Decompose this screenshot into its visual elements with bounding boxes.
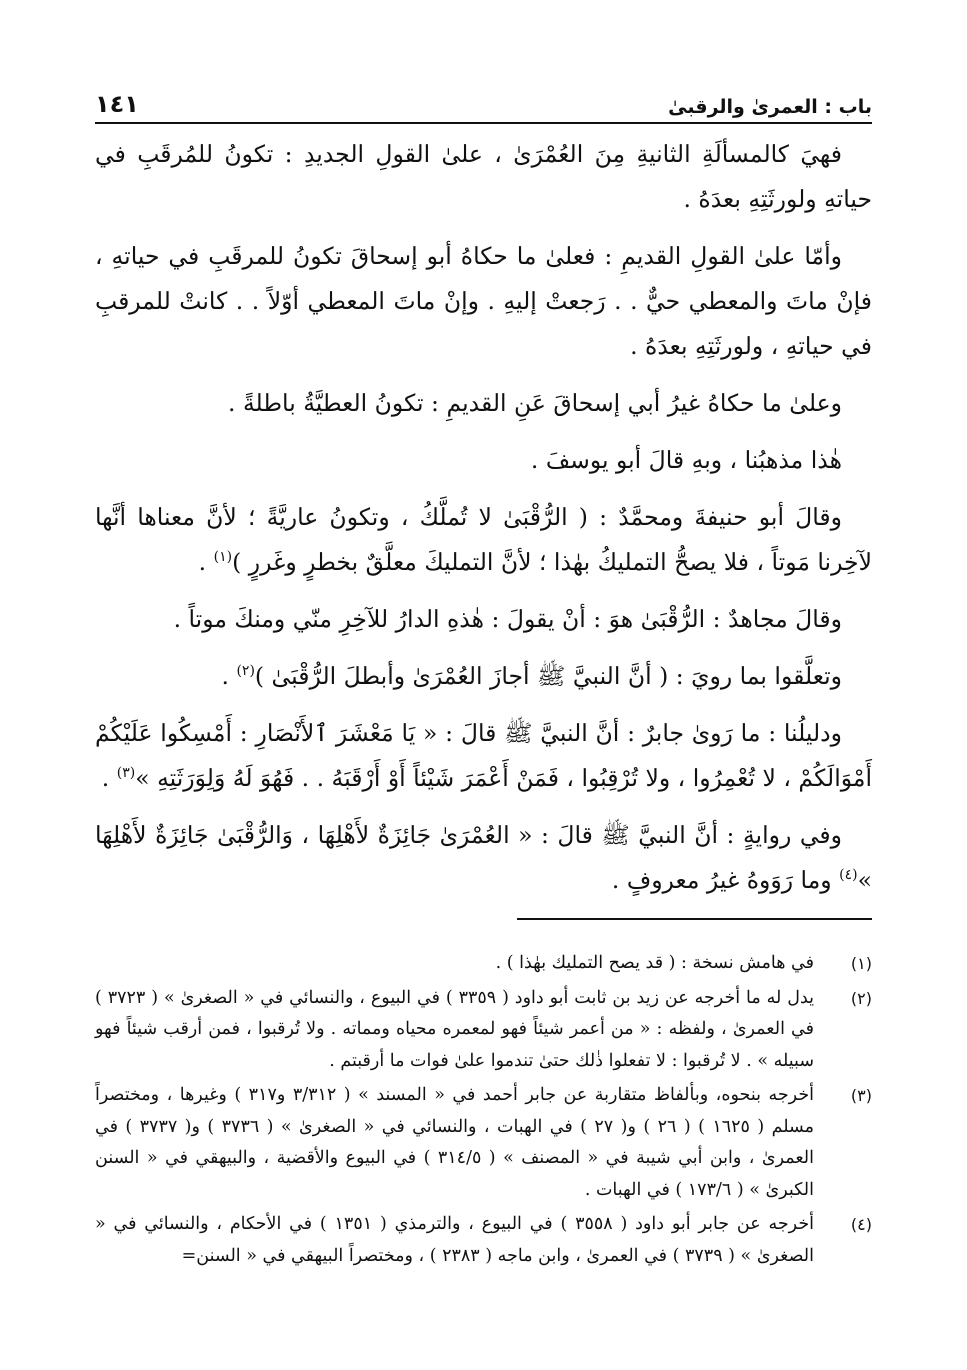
- paragraph-text: وفي روايةٍ : أنَّ النبيَّ ﷺ قالَ : « العُمْرَىٰ جَائِزَةٌ لأَهْلِهَا ، وَالرُّقْبَىٰ جَائِزَةٌ لأَهْلِهَا »: [95, 821, 872, 894]
- footnote: [95, 1209, 872, 1272]
- footnote-ref: (٤): [839, 867, 858, 884]
- paragraph: وأمّا علىٰ القولِ القديمِ : فعلىٰ ما حكاهُ أبو إسحاقَ تكونُ للمرقَبِ في حياتهِ ، فإنْ ماتَ والمعطي حيٌّ . . رَجعتْ إليهِ . وإنْ ماتَ المعطي أوّلاً . . كانتْ للمرقبِ في حياتهِ ، ولورثَتِهِ بعدَهُ .: [95, 242, 872, 360]
- paragraph-text: ودليلُنا : ما رَوىٰ جابرٌ : أنَّ النبيَّ ﷺ قالَ : « يَا مَعْشَرَ ٱلأَنْصَارِ : أَمْسِكُوا عَلَيْكُمْ أَمْوَالَكُمْ ، لا تُعْمِرُوا ، ولا تُرْقِبُوا ، فَمَنْ أَعْمَرَ شَيْئاً أَوْ أَرْقَبَهُ . . فَهُوَ لَهُ وَلِوَرَثَتِهِ »: [95, 719, 872, 792]
- footnote-separator: [517, 918, 872, 920]
- paragraph: [95, 813, 872, 903]
- footnote: [95, 1080, 872, 1206]
- footnote-ref: (٢): [236, 663, 255, 680]
- paragraph-text: وتعلَّقوا بما رويَ : ( أنَّ النبيَّ ﷺ أجازَ العُمْرَىٰ وأبطلَ الرُّقْبَىٰ ): [254, 662, 842, 690]
- footnote-text: أخرجه عن جابر أبو داود ( ٣٥٥٨ ) في البيوع ، والترمذي ( ١٣٥١ ) في الأحكام ، والنسائي في « الصغرىٰ » ( ٣٧٣٩ ) في العمرىٰ ، وابن ماجه ( ٢٣٨٣ ) ، ومختصراً البيهقي في « السنن=: [95, 1214, 814, 1266]
- running-header: [95, 78, 872, 118]
- page-number: ١٤١: [95, 90, 139, 118]
- paragraph: وقالَ مجاهدٌ : الرُّقْبَىٰ هوَ : أنْ يقولَ : هٰذهِ الدارُ للآخِرِ منّي ومنكَ موتاً .: [173, 605, 842, 633]
- paragraph: وعلىٰ ما حكاهُ غيرُ أبي إسحاقَ عَنِ القديمِ : تكونُ العطيَّةُ باطلةً .: [228, 389, 842, 417]
- paragraph: وقالَ أبو حنيفةَ ومحمَّدٌ : ( الرُّقْبَىٰ لا تُملَّكُ ، وتكونُ عاريَّةً ؛ لأنَّ معناها أنَّها لآخِرنا مَوتاً ، فلا يصحُّ التمليكُ بهٰذا ؛ لأنَّ التمليكَ معلَّقٌ بخطرٍ وغَررٍ )$^{(١)}$ .: [95, 503, 872, 576]
- footnote-ref: (١): [213, 549, 233, 566]
- footnote-number: (٣): [850, 1086, 872, 1105]
- paragraph-text: وما رَوَوهُ غيرُ معروفٍ .: [611, 866, 832, 894]
- footnote-text: يدل له ما أخرجه عن زيد بن ثابت أبو داود ( ٣٣٥٩ ) في البيوع ، والنسائي في « الصغرىٰ » ( ٣٧٢٣ ) في العمرىٰ ، ولفظه : « من أعمر شيئاً فهو لمعمره محياه ومماته . ولا تُرقبوا ، فمن أرقب شيئاً فهو سبيله » . لا تُرقبوا : لا تفعلوا ذٰلك حتىٰ تندموا علىٰ فوات ما أرقبتم .: [95, 987, 815, 1071]
- footnote-ref: (٣): [116, 765, 136, 782]
- footnotes: [95, 948, 872, 1275]
- paragraph: فهيَ كالمسألَةِ الثانيةِ مِنَ العُمْرَىٰ ، علىٰ القولِ الجديدِ : تكونُ للمُرقَبِ في حياتهِ ولورثَتِهِ بعدَهُ .: [95, 140, 872, 213]
- footnote: [95, 948, 872, 980]
- footnote-number: (٤): [850, 1215, 872, 1234]
- footnote-text: أخرجه بنحوه، وبألفاظ متقاربة عن جابر أحمد في « المسند » ( ٣/٣١٢ و٣١٧ ) وغيرها ، ومختصراً مسلم ( ١٦٢٥ ) ( ٢٦ ) و( ٢٧ ) في الهبات ، والنسائي في « الصغرىٰ » ( ٣٧٣٦ ) و( ٣٧٣٧ ) في العمرىٰ ، وابن أبي شيبة في « المصنف » ( ٣١٤/٥ ) في البيوع والأقضية ، والبيهقي في « السنن الكبرىٰ » ( ١٧٣/٦ ) في الهبات .: [95, 1085, 815, 1200]
- paragraph: وتعلَّقوا بما رويَ : ( أنَّ النبيَّ ﷺ أجازَ العُمْرَىٰ وأبطلَ الرُّقْبَىٰ )$^{(٢)}$ .: [221, 662, 842, 690]
- footnote-number: (٢): [850, 988, 872, 1008]
- paragraph-text: وقالَ أبو حنيفةَ ومحمَّدٌ : ( الرُّقْبَىٰ لا تُملَّكُ ، وتكونُ عاريَّةً ؛ لأنَّ معناها أنَّها لآخِرنا مَوتاً ، فلا يصحُّ التمليكُ بهٰذا ؛ لأنَّ التمليكَ معلَّقٌ بخطرٍ وغَررٍ ): [95, 503, 872, 576]
- main-text: [95, 132, 872, 915]
- footnote-text: في هامش نسخة : ( قد يصح التمليك بهٰذا ) .: [495, 953, 814, 973]
- chapter-title: باب : العمرىٰ والرقبىٰ: [668, 96, 872, 118]
- footnote-number: (١): [850, 954, 872, 973]
- paragraph: ودليلُنا : ما رَوىٰ جابرٌ : أنَّ النبيَّ ﷺ قالَ : « يَا مَعْشَرَ ٱلأَنْصَارِ : أَمْسِكُوا عَلَيْكُمْ أَمْوَالَكُمْ ، لا تُعْمِرُوا ، ولا تُرْقِبُوا ، فَمَنْ أَعْمَرَ شَيْئاً أَوْ أَرْقَبَهُ . . فَهُوَ لَهُ وَلِوَرَثَتِهِ »$^{(٣)}$ .: [95, 719, 872, 792]
- paragraph: هٰذا مذهبُنا ، وبهِ قالَ أبو يوسفَ .: [530, 446, 842, 474]
- footnote: [95, 983, 872, 1078]
- header-rule: [95, 122, 872, 124]
